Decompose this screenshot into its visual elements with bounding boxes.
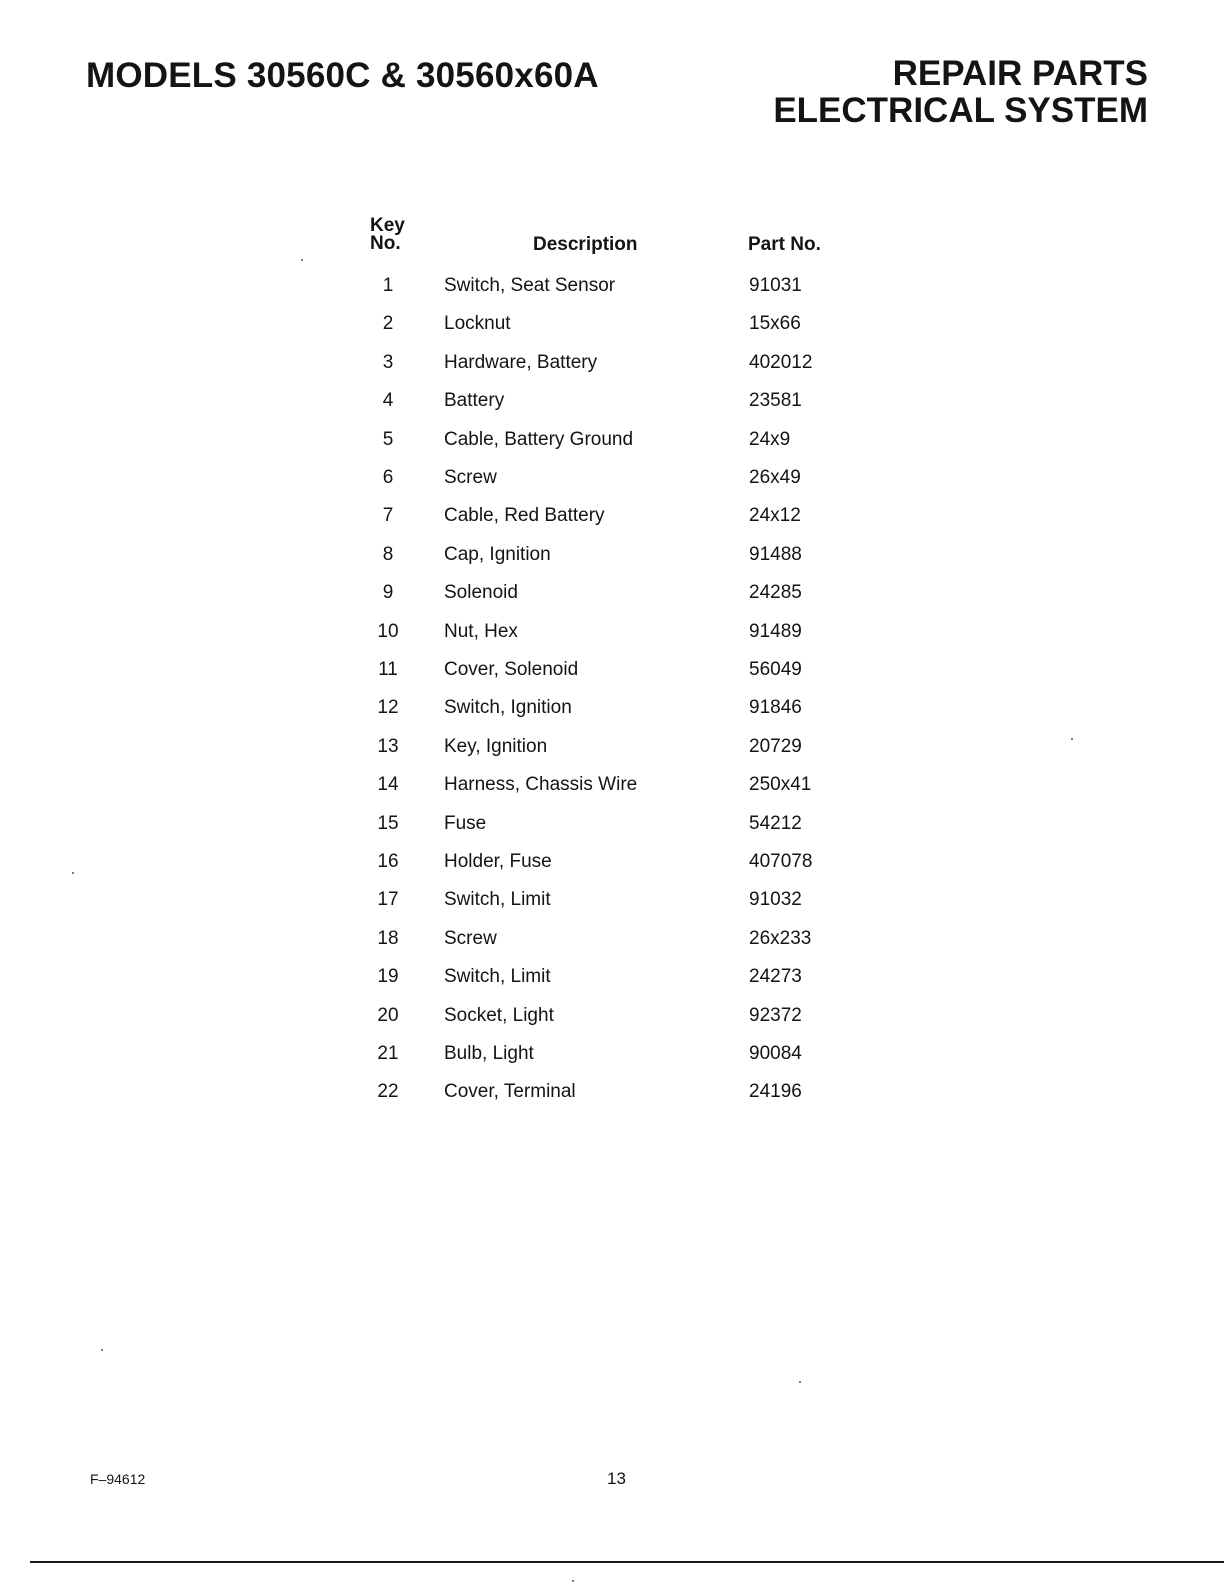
part-description: Cable, Red Battery: [444, 505, 605, 527]
part-description: Nut, Hex: [444, 620, 518, 642]
part-number: 91032: [749, 889, 802, 911]
section-title-line-1: REPAIR PARTS: [892, 54, 1148, 93]
part-number: 23581: [749, 390, 802, 412]
part-number: 20729: [749, 735, 802, 757]
key-column-header-line-2: No.: [370, 233, 401, 254]
table-row: [364, 352, 884, 390]
part-description: Harness, Chassis Wire: [444, 774, 638, 796]
part-number: 92372: [749, 1004, 802, 1026]
table-row: [364, 851, 884, 889]
part-number: 26x233: [749, 927, 812, 949]
key-number: 16: [377, 851, 399, 872]
part-description: Switch, Limit: [444, 966, 551, 988]
table-row: [364, 889, 884, 927]
key-number: 5: [382, 428, 394, 450]
part-description: Switch, Limit: [444, 889, 551, 911]
key-number: 22: [377, 1081, 399, 1103]
key-number: 3: [382, 351, 394, 373]
table-row: [364, 467, 884, 505]
part-number: 24x9: [749, 428, 791, 450]
key-number: 6: [382, 467, 394, 488]
key-number: 2: [382, 313, 394, 335]
part-description: Socket, Light: [444, 1004, 554, 1026]
part-description: Locknut: [444, 313, 511, 335]
key-number: 11: [378, 659, 398, 680]
section-title: [773, 55, 1148, 129]
part-number: 24x12: [749, 505, 801, 527]
part-description: Key, Ignition: [444, 735, 548, 757]
part-description: Battery: [444, 390, 505, 412]
key-number: 18: [377, 927, 399, 949]
table-row: [364, 774, 884, 812]
scan-speck: [799, 1381, 801, 1383]
part-description: Screw: [444, 927, 497, 949]
table-row: [364, 928, 884, 966]
part-number: 26x49: [749, 467, 801, 488]
part-number: 250x41: [749, 774, 812, 796]
part-number: 24273: [749, 966, 802, 988]
scan-speck: [572, 1580, 574, 1582]
table-row: [364, 1081, 884, 1119]
part-number: 56049: [749, 659, 802, 680]
part-description: Cable, Battery Ground: [444, 428, 634, 450]
part-number: 402012: [749, 351, 813, 373]
table-row: [364, 505, 884, 543]
key-number: 4: [382, 390, 394, 412]
part-description: Fuse: [444, 812, 487, 834]
table-row: [364, 1043, 884, 1081]
key-number: 1: [382, 275, 394, 296]
key-number: 13: [377, 735, 399, 757]
table-row: [364, 697, 884, 735]
part-number: 407078: [749, 851, 813, 872]
part-number: 91846: [749, 697, 802, 719]
table-row: [364, 544, 884, 582]
part-description: Cover, Terminal: [444, 1081, 576, 1103]
table-row: [364, 582, 884, 620]
key-number: 20: [377, 1004, 399, 1026]
part-number: 15x66: [749, 313, 801, 335]
key-number: 7: [382, 505, 394, 527]
key-number: 21: [377, 1043, 399, 1064]
part-description: Solenoid: [444, 582, 518, 604]
form-number: F–94612: [90, 1471, 146, 1487]
table-row: [364, 966, 884, 1004]
part-number: 24196: [749, 1081, 802, 1103]
key-number: 15: [377, 812, 399, 834]
key-number: 12: [377, 697, 399, 719]
bottom-rule: [30, 1561, 1224, 1563]
description-column-header: Description: [533, 234, 638, 255]
scan-speck: [101, 1349, 103, 1351]
part-number: 54212: [749, 812, 802, 834]
table-row: [364, 429, 884, 467]
part-number: 91488: [749, 543, 802, 565]
table-row: [364, 390, 884, 428]
key-number: 9: [382, 582, 394, 604]
scan-speck: [72, 872, 74, 874]
models-title: MODELS 30560C & 30560x60A: [86, 56, 599, 95]
part-number: 90084: [749, 1043, 802, 1064]
part-description: Cover, Solenoid: [444, 659, 579, 680]
section-title-line-2: ELECTRICAL SYSTEM: [773, 91, 1148, 130]
part-description: Cap, Ignition: [444, 543, 551, 565]
scan-speck: [1071, 738, 1073, 740]
part-description: Holder, Fuse: [444, 851, 552, 872]
key-number: 19: [377, 966, 399, 988]
page-number: 13: [607, 1469, 626, 1488]
key-number: 17: [377, 889, 399, 911]
table-row: [364, 1005, 884, 1043]
part-description: Switch, Seat Sensor: [444, 275, 616, 296]
table-row: [364, 621, 884, 659]
table-row: [364, 659, 884, 697]
table-row: [364, 313, 884, 351]
table-row: [364, 813, 884, 851]
table-row: [364, 736, 884, 774]
key-column-header-line-1: Key: [370, 215, 405, 236]
part-description: Screw: [444, 467, 497, 488]
key-number: 14: [377, 774, 399, 796]
part-number: 91489: [749, 620, 802, 642]
part-description: Switch, Ignition: [444, 697, 572, 719]
part-number: 24285: [749, 582, 802, 604]
scan-speck: [301, 259, 303, 261]
key-number: 10: [377, 620, 399, 642]
part-description: Bulb, Light: [444, 1043, 534, 1064]
part-number-column-header: Part No.: [748, 234, 821, 255]
key-number: 8: [382, 543, 394, 565]
part-description: Hardware, Battery: [444, 351, 598, 373]
part-number: 91031: [749, 275, 802, 296]
table-row: [364, 275, 884, 313]
